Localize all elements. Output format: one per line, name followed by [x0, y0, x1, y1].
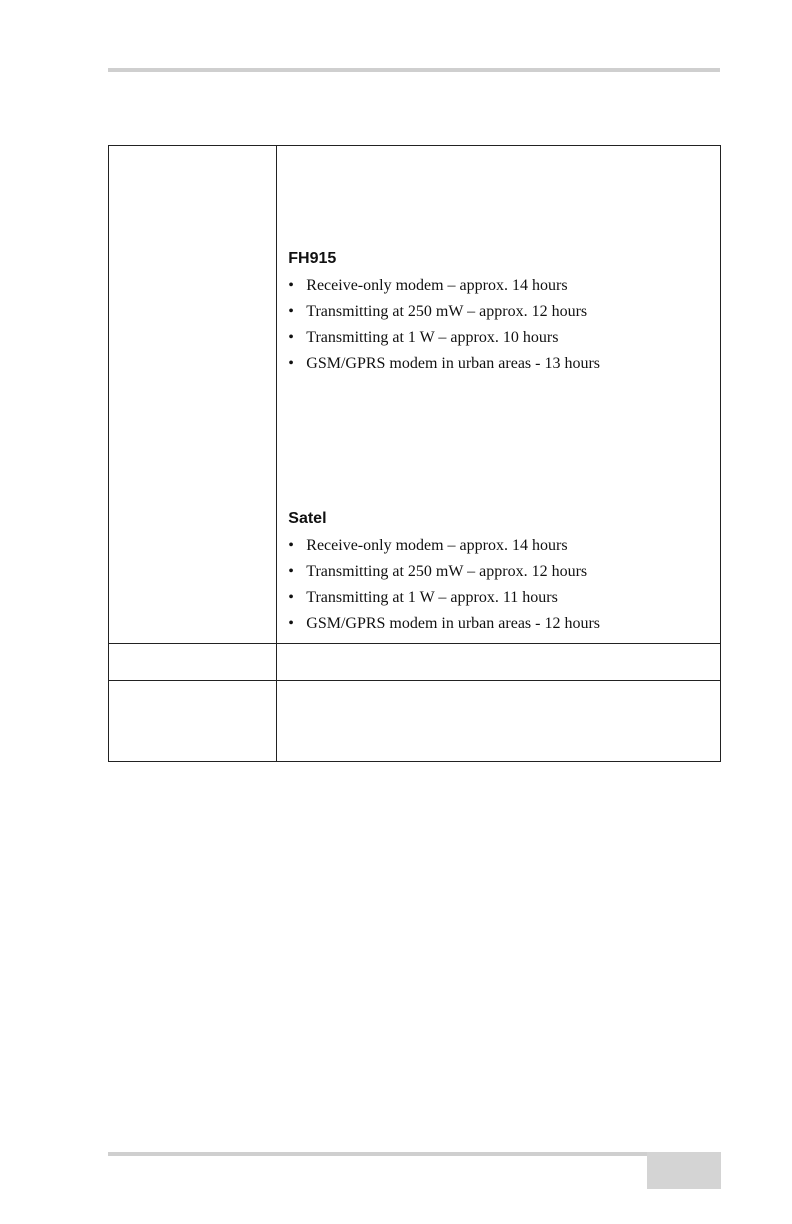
table-cell-label	[109, 146, 277, 644]
satel-list	[288, 533, 710, 637]
table-row	[109, 644, 721, 681]
bullet-icon: •	[288, 589, 294, 606]
list-item: • GSM/GPRS modem in urban areas - 13 hours	[288, 351, 710, 377]
bullet-icon: •	[288, 563, 294, 580]
header-rule	[108, 68, 720, 72]
table-cell-value	[277, 644, 721, 681]
list-item: • Transmitting at 250 mW – approx. 12 hours	[288, 299, 710, 325]
bullet-icon: •	[288, 329, 294, 346]
table-cell-label	[109, 681, 277, 762]
table-row	[109, 146, 721, 644]
list-item: • GSM/GPRS modem in urban areas - 12 hours	[288, 611, 710, 637]
bullet-icon: •	[288, 537, 294, 554]
satel-title: Satel	[288, 510, 327, 527]
list-item: • Transmitting at 1 W – approx. 11 hours	[288, 585, 710, 611]
satel-group	[288, 509, 710, 637]
list-item: • Transmitting at 250 mW – approx. 12 hours	[288, 559, 710, 585]
fh915-group	[288, 249, 710, 377]
bullet-icon: •	[288, 303, 294, 320]
table-cell-label	[109, 644, 277, 681]
bullet-icon: •	[288, 277, 294, 294]
list-item: • Receive-only modem – approx. 14 hours	[288, 533, 710, 559]
table-cell-value	[277, 681, 721, 762]
table-cell-value	[277, 146, 721, 644]
page-number-tab	[647, 1152, 721, 1189]
bullet-icon: •	[288, 355, 294, 372]
fh915-list	[288, 273, 710, 377]
list-item: • Transmitting at 1 W – approx. 10 hours	[288, 325, 710, 351]
fh915-title: FH915	[288, 250, 337, 267]
table-row	[109, 681, 721, 762]
spec-table	[108, 145, 721, 762]
list-item: • Receive-only modem – approx. 14 hours	[288, 273, 710, 299]
footer-rule	[108, 1152, 720, 1156]
bullet-icon: •	[288, 615, 294, 632]
